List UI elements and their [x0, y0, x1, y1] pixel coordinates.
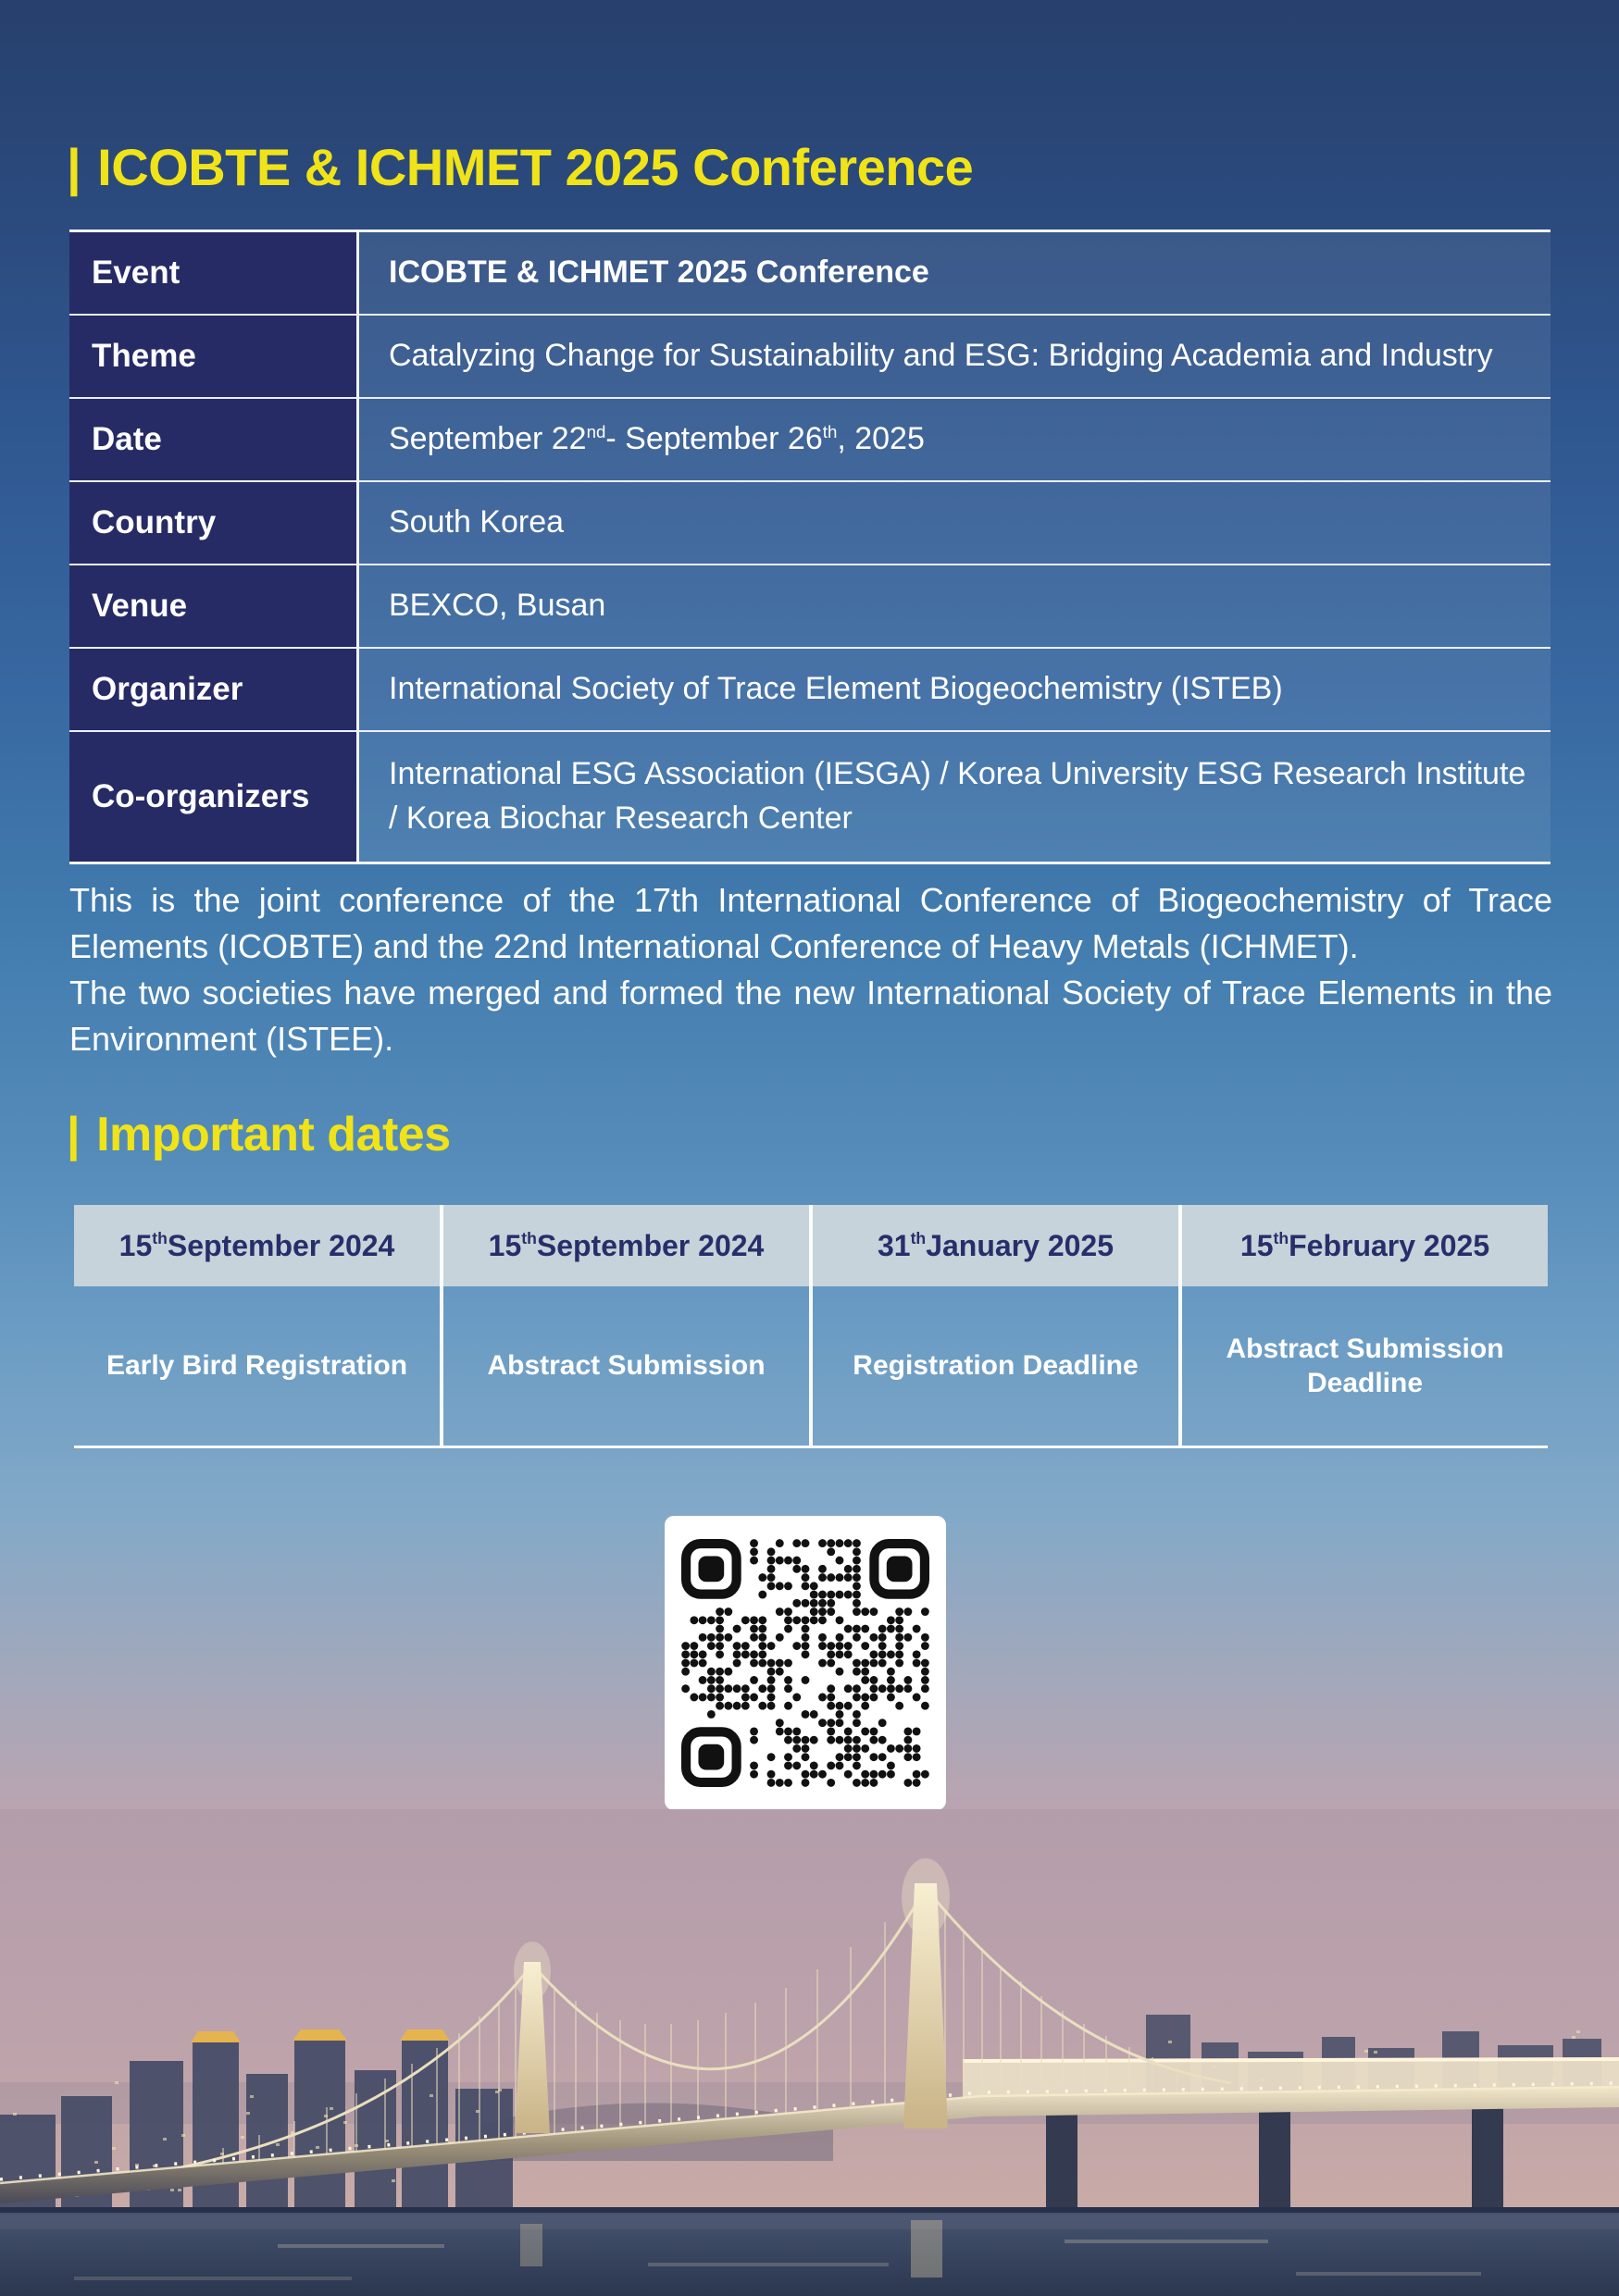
- date-label-cell: Abstract Submission Deadline: [1178, 1286, 1548, 1446]
- row-value-theme: Catalyzing Change for Sustainability and ESG: Bridging Academia and Industry: [359, 316, 1551, 397]
- date-label-cell: Registration Deadline: [809, 1286, 1178, 1446]
- title-accent-bar: |: [67, 1108, 81, 1161]
- title-accent-bar: |: [67, 138, 81, 196]
- table-row: [69, 732, 1551, 862]
- dates-header-row: [74, 1205, 1548, 1286]
- truss-light-line: [963, 2059, 1619, 2061]
- important-dates-title: [67, 1109, 451, 1161]
- row-value-co-organizers: International ESG Association (IESGA) / Korea University ESG Research Institute / Korea Biochar Research Center: [359, 732, 1551, 862]
- date-header-cell: 15 th February 2025: [1178, 1205, 1548, 1286]
- qr-code: [665, 1516, 946, 1810]
- table-row: [69, 649, 1551, 732]
- description-paragraph-1: This is the joint conference of the 17th International Conference of Biogeochemistry of Trace Elements (ICOBTE) and the 22nd International Conference of Heavy Metals (ICHMET).: [69, 881, 1552, 965]
- row-label-organizer: Organizer: [69, 649, 359, 730]
- row-label-theme: Theme: [69, 316, 359, 397]
- date-label-cell: Abstract Submission: [440, 1286, 809, 1446]
- table-row: [69, 316, 1551, 399]
- date-header-cell: 15 th September 2024: [440, 1205, 809, 1286]
- row-value-country: South Korea: [359, 482, 1551, 564]
- table-row: [69, 232, 1551, 316]
- row-value-venue: BEXCO, Busan: [359, 565, 1551, 647]
- description-paragraph-2: The two societies have merged and formed the new International Society of Trace Elements in the Environment (ISTEE).: [69, 974, 1552, 1058]
- conference-description: [69, 877, 1552, 1062]
- date-header-cell: 15 th September 2024: [74, 1205, 440, 1286]
- dates-label-row: [74, 1286, 1548, 1446]
- date-header-cell: 31 th January 2025: [809, 1205, 1178, 1286]
- row-value-event: ICOBTE & ICHMET 2025 Conference: [359, 232, 1551, 314]
- busan-bridge-photo: [0, 1809, 1619, 2296]
- row-label-event: Event: [69, 232, 359, 314]
- row-value-date: September 22 nd - September 26 th , 2025: [359, 399, 1551, 480]
- row-label-co-organizers: Co-organizers: [69, 732, 359, 862]
- table-row: [69, 399, 1551, 482]
- table-row: [69, 565, 1551, 649]
- table-row: [69, 482, 1551, 565]
- row-label-date: Date: [69, 399, 359, 480]
- row-value-organizer: International Society of Trace Element Biogeochemistry (ISTEB): [359, 649, 1551, 730]
- row-label-country: Country: [69, 482, 359, 564]
- date-label-cell: Early Bird Registration: [106, 1350, 408, 1382]
- lit-rooftops: [191, 2029, 450, 2042]
- important-dates-title-text: Important dates: [96, 1108, 451, 1161]
- conference-info-table: [69, 230, 1551, 864]
- page-title: [67, 139, 973, 196]
- row-label-venue: Venue: [69, 565, 359, 647]
- important-dates-table: [74, 1205, 1548, 1448]
- conference-title-text: ICOBTE & ICHMET 2025 Conference: [97, 138, 974, 196]
- qr-code-pattern: [681, 1533, 929, 1793]
